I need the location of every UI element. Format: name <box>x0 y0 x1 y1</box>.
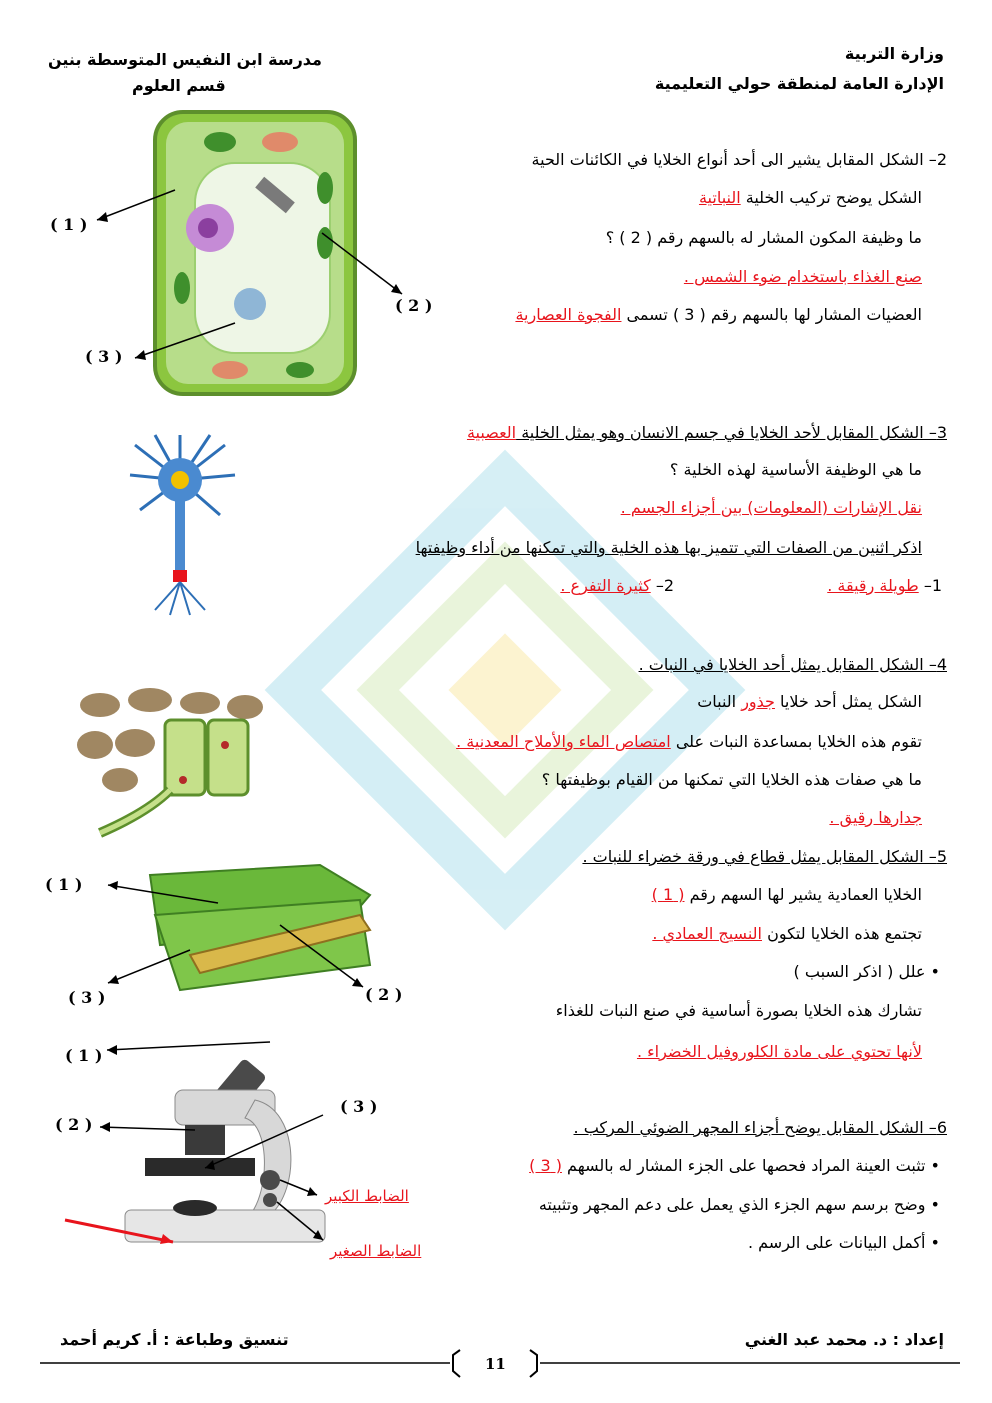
q5-answer-reason: لأنها تحتوي على مادة الكلوروفيل الخضراء . <box>636 1042 922 1061</box>
coordination-by: تنسيق وطباعة : أ. كريم أحمد <box>60 1330 289 1349</box>
q5-line-5: تشارك هذه الخلايا بصورة أساسية في صنع النبات للغذاء <box>555 1001 922 1020</box>
q6-bullet-2: • وضح برسم سهم الجزء الذي يعمل على دعم المجهر وتثبيته <box>538 1195 940 1214</box>
microscope-label-2: ( 2 ) <box>55 1115 93 1134</box>
q3-line-2: ما هي الوظيفة الأساسية لهذه الخلية ؟ <box>669 460 922 479</box>
q5-line-4: • علل ( اذكر السبب ) <box>793 962 940 981</box>
q2-line-2: الشكل يوضح تركيب الخلية النباتية <box>698 188 922 207</box>
q3-answer-1: 1– طويلة رقيقة . <box>827 576 942 595</box>
school-name: مدرسة ابن النفيس المتوسطة بنين <box>48 50 322 69</box>
q3-answer-2: 2– كثيرة التفرع . <box>560 576 674 595</box>
root-hair-cell-illustration <box>75 685 265 840</box>
neuron-illustration <box>115 430 245 620</box>
q3-line-4: اذكر اثنين من الصفات التي تتميز بها هذه الخلية والتي تمكنها من أداء وظيفتها <box>415 538 922 557</box>
page-number: 11 <box>485 1355 506 1373</box>
cell-label-1: ( 1 ) <box>50 215 88 234</box>
q6-bullet-1: • تثبت العينة المراد فحصها على الجزء المشار له بالسهم ( 3 ) <box>529 1156 940 1175</box>
q4-answer-trait: جدارها رقيق . <box>829 808 922 827</box>
q2-line-1: 2– الشكل المقابل يشير الى أحد أنواع الخلايا في الكائنات الحية <box>531 150 947 169</box>
q2-line-5: العضيات المشار لها بالسهم رقم ( 3 ) تسمى الفجوة العصارية <box>515 305 922 324</box>
q4-line-2: الشكل يمثل أحد خلايا جذور النبات <box>697 692 922 711</box>
fine-adjustment-label: الضابط الصغير <box>330 1242 422 1260</box>
golgi <box>234 288 266 320</box>
cell-label-3: ( 3 ) <box>85 347 123 366</box>
chloroplast <box>204 132 236 152</box>
department-name: قسم العلوم <box>132 76 226 95</box>
q2-line-3: ما وظيفة المكون المشار له بالسهم رقم ( 2 ) ؟ <box>605 228 922 247</box>
leaf-label-2: ( 2 ) <box>365 985 403 1004</box>
cell-label-2: ( 2 ) <box>395 296 433 315</box>
microscope-label-3: ( 3 ) <box>340 1097 378 1116</box>
leaf-label-3: ( 3 ) <box>68 988 106 1007</box>
q4-line-4: ما هي صفات هذه الخلايا التي تمكنها من القيام بوظيفتها ؟ <box>541 770 922 789</box>
directorate-title: الإدارة العامة لمنطقة حولي التعليمية <box>654 74 944 93</box>
q6-bullet-3: • أكمل البيانات على الرسم . <box>747 1233 940 1252</box>
q4-line-1: 4– الشكل المقابل يمثل أحد الخلايا في النبات . <box>638 655 947 674</box>
microscope-label-1: ( 1 ) <box>65 1046 103 1065</box>
leaf-label-1: ( 1 ) <box>45 875 83 894</box>
ministry-title: وزارة التربية <box>844 44 944 63</box>
q4-line-3: تقوم هذه الخلايا بمساعدة النبات على امتصاص الماء والأملاح المعدنية . <box>456 732 922 751</box>
q3-answer-function: نقل الإشارات (المعلومات) بين أجزاء الجسم . <box>620 498 922 517</box>
q5-line-1: 5– الشكل المقابل يمثل قطاع في ورقة خضراء للنبات . <box>582 847 947 866</box>
coarse-adjustment-label: الضابط الكبير <box>325 1187 409 1205</box>
q5-line-3: تجتمع هذه الخلايا لتكون النسيج العمادي . <box>652 924 922 943</box>
q6-line-1: 6– الشكل المقابل يوضح أجزاء المجهر الضوئي المركب . <box>573 1118 947 1137</box>
prepared-by: إعداد : د. محمد عبد الغني <box>744 1330 944 1349</box>
q3-line-1: 3– الشكل المقابل لأحد الخلايا في جسم الانسان وهو يمثل الخلية العصبية <box>466 423 947 442</box>
q2-answer-function: صنع الغذاء باستخدام ضوء الشمس . <box>683 267 922 286</box>
q5-line-2: الخلايا العمادية يشير لها السهم رقم ( 1 ) <box>651 885 922 904</box>
